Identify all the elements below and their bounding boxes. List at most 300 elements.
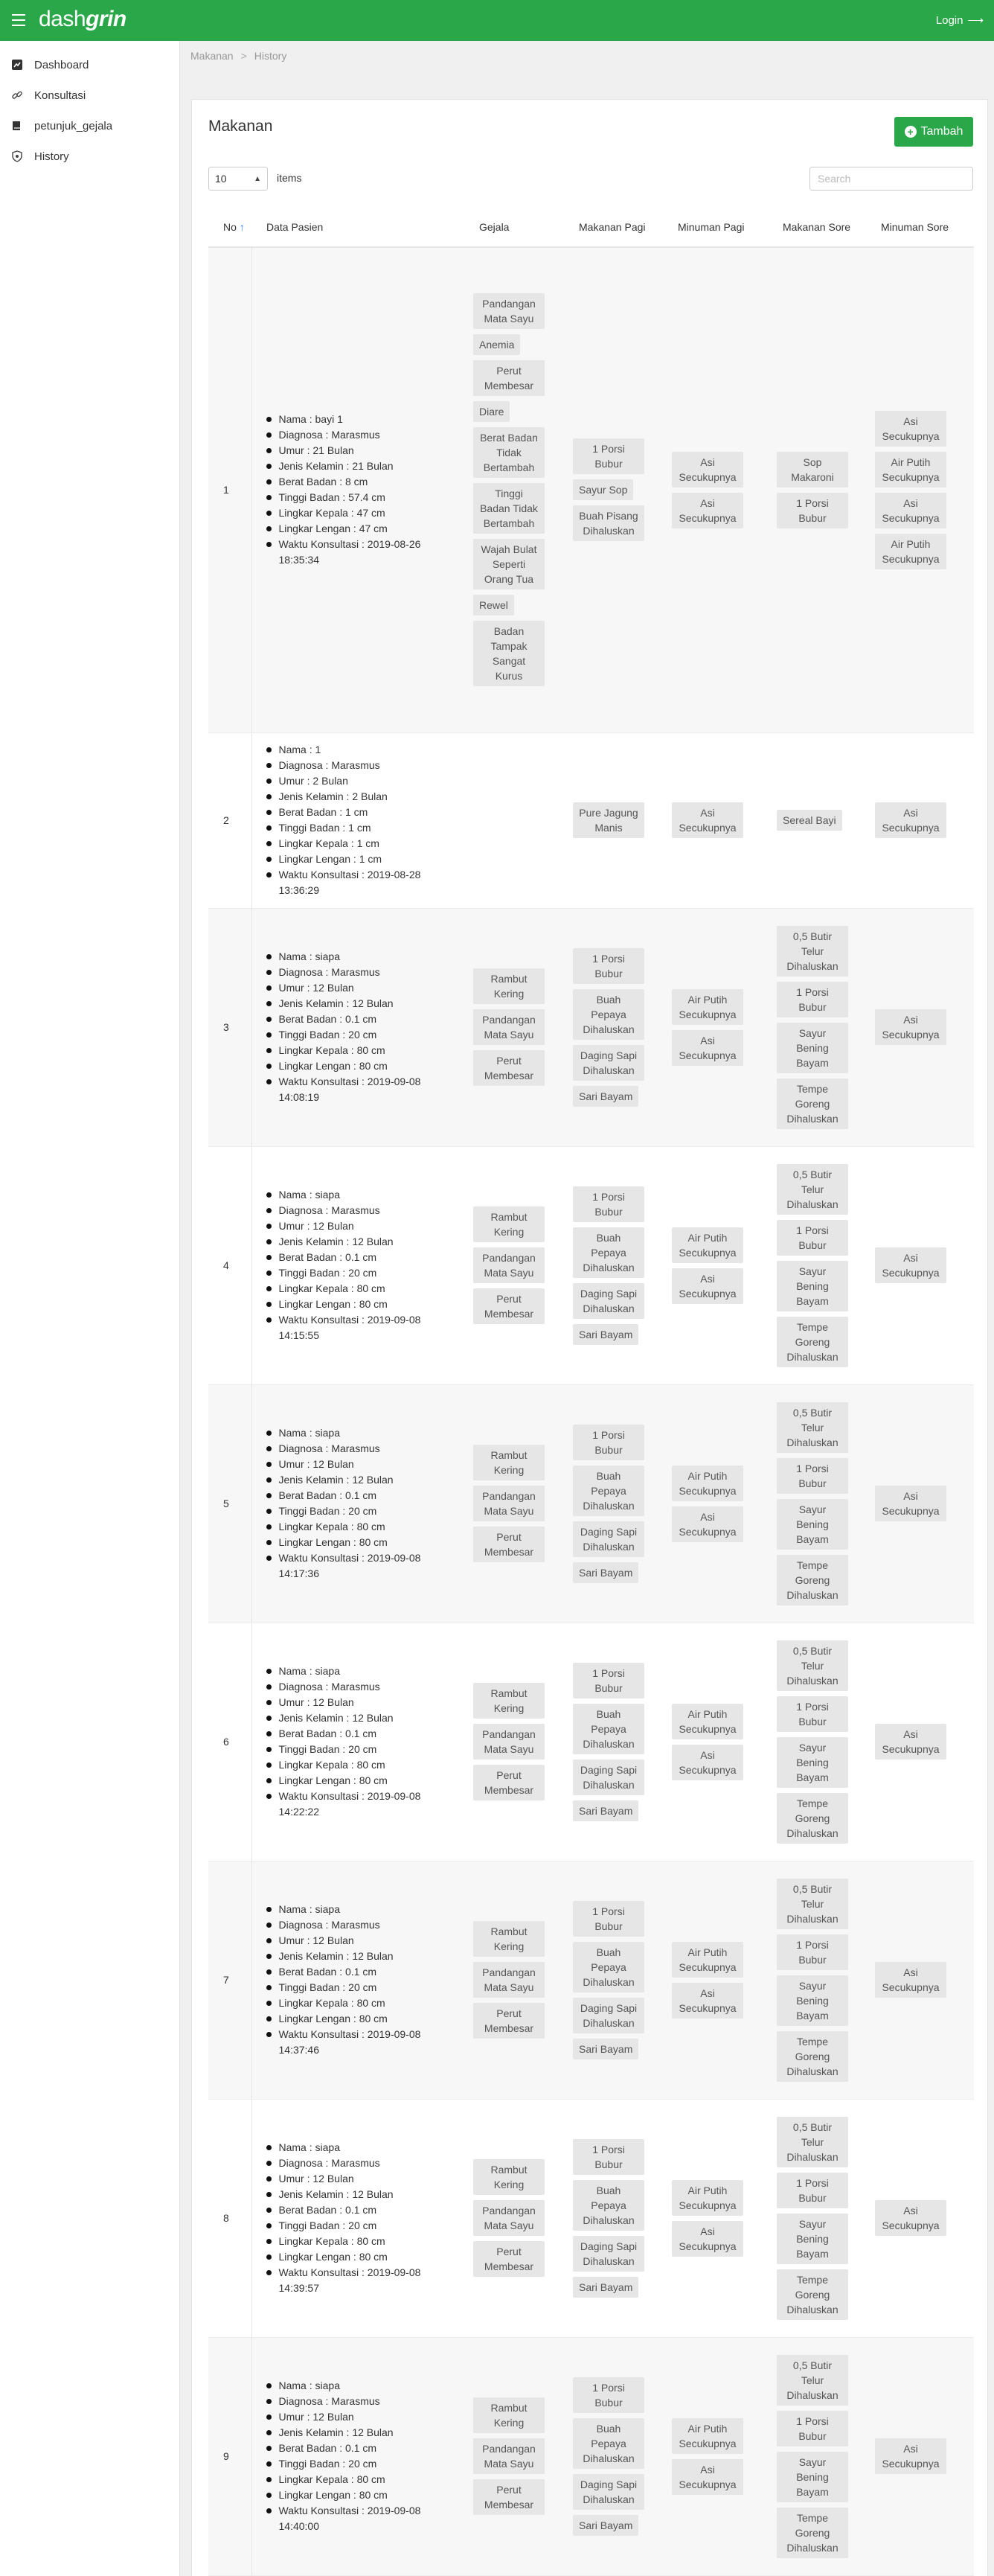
patient-data-list xyxy=(261,412,458,568)
sort-up-icon: ↑ xyxy=(239,220,245,233)
patient-data-item: Tinggi Badan : 20 cm xyxy=(279,1503,458,1519)
patient-data-item: Nama : siapa xyxy=(279,1425,458,1441)
sidebar-item-konsultasi[interactable] xyxy=(10,84,86,106)
makanan-sore-cell xyxy=(768,732,866,908)
login-link[interactable] xyxy=(936,13,984,27)
morning-food-tag: Buah Pisang Dihaluskan xyxy=(573,505,644,541)
row-number-cell: 3 xyxy=(208,908,251,1146)
morning-drink-tag: Air Putih Secukupnya xyxy=(672,2418,743,2454)
sidebar-item-petunjuk-gejala[interactable] xyxy=(10,115,112,137)
afternoon-drink-tag: Asi Secukupnya xyxy=(875,411,946,447)
symptom-tag: Pandangan Mata Sayu xyxy=(473,1724,545,1760)
morning-food-tag: Sari Bayam xyxy=(573,1800,638,1821)
column-header-minuman-sore[interactable] xyxy=(866,202,974,247)
afternoon-drink-tag: Asi Secukupnya xyxy=(875,1724,946,1760)
minuman-sore-cell xyxy=(866,2337,974,2575)
symptom-tag: Rambut Kering xyxy=(473,1683,545,1719)
symptom-tag: Pandangan Mata Sayu xyxy=(473,1486,545,1521)
shield-icon xyxy=(10,150,24,163)
patient-data-cell xyxy=(251,247,464,732)
patient-data-item: Lingkar Kepala : 80 cm xyxy=(279,1757,458,1773)
patient-data-cell xyxy=(251,1146,464,1384)
patient-data-item: Diagnosa : Marasmus xyxy=(279,965,458,980)
patient-data-item: Lingkar Lengan : 47 cm xyxy=(279,521,458,537)
symptom-tag: Rambut Kering xyxy=(473,2397,545,2433)
symptom-tag: Diare xyxy=(473,401,510,422)
patient-data-item: Diagnosa : Marasmus xyxy=(279,1441,458,1457)
patient-data-item: Umur : 12 Bulan xyxy=(279,1457,458,1472)
morning-drink-tag: Asi Secukupnya xyxy=(672,452,743,488)
afternoon-food-tag: Sayur Bening Bayam xyxy=(777,1499,848,1550)
login-label: Login xyxy=(935,14,963,27)
link-icon xyxy=(10,89,24,102)
sidebar-item-label: History xyxy=(34,150,69,163)
symptom-tag: Perut Membesar xyxy=(473,1527,545,1562)
patient-data-item: Jenis Kelamin : 12 Bulan xyxy=(279,2187,458,2202)
patient-data-item: Nama : siapa xyxy=(279,1902,458,1917)
morning-drink-tag: Air Putih Secukupnya xyxy=(672,1942,743,1978)
column-header-label: Makanan Sore xyxy=(783,220,851,233)
morning-food-tag: Pure Jagung Manis xyxy=(573,802,644,838)
symptom-tag: Pandangan Mata Sayu xyxy=(473,2438,545,2474)
table-row xyxy=(208,1861,974,2099)
patient-data-item: Tinggi Badan : 1 cm xyxy=(279,820,458,836)
symptom-tag: Perut Membesar xyxy=(473,2479,545,2515)
afternoon-food-tag: 1 Porsi Bubur xyxy=(777,2411,848,2446)
morning-drink-tag: Asi Secukupnya xyxy=(672,2459,743,2495)
patient-data-item: Lingkar Lengan : 80 cm xyxy=(279,1535,458,1550)
morning-drink-tag: Asi Secukupnya xyxy=(672,2221,743,2257)
patient-data-item: Lingkar Kepala : 80 cm xyxy=(279,2234,458,2249)
patient-data-item: Nama : siapa xyxy=(279,2140,458,2155)
morning-food-tag: 1 Porsi Bubur xyxy=(573,2139,644,2175)
sidebar-item-label: Konsultasi xyxy=(34,89,86,102)
table-row xyxy=(208,1146,974,1384)
column-header-label: Minuman Pagi xyxy=(678,220,745,233)
patient-data-item: Jenis Kelamin : 21 Bulan xyxy=(279,458,458,474)
afternoon-drink-tag: Asi Secukupnya xyxy=(875,1247,946,1283)
table-row xyxy=(208,2099,974,2337)
morning-food-tag: Daging Sapi Dihaluskan xyxy=(573,1045,644,1081)
table-row xyxy=(208,732,974,908)
patient-data-item: Waktu Konsultasi : 2019-09-08 14:37:46 xyxy=(279,2027,458,2058)
brand-logo[interactable] xyxy=(39,7,126,32)
patient-data-cell xyxy=(251,1384,464,1623)
morning-drink-tag: Asi Secukupnya xyxy=(672,493,743,528)
morning-food-tag: Daging Sapi Dihaluskan xyxy=(573,1283,644,1319)
patient-data-item: Jenis Kelamin : 12 Bulan xyxy=(279,996,458,1011)
afternoon-food-tag: Sereal Bayi xyxy=(777,810,842,831)
afternoon-food-tag: 0,5 Butir Telur Dihaluskan xyxy=(777,926,848,977)
table-row xyxy=(208,247,974,732)
patient-data-item: Nama : siapa xyxy=(279,949,458,965)
makanan-sore-cell xyxy=(768,1861,866,2099)
morning-drink-tag: Air Putih Secukupnya xyxy=(672,1704,743,1739)
afternoon-food-tag: Sayur Bening Bayam xyxy=(777,2214,848,2264)
minuman-pagi-cell xyxy=(663,908,768,1146)
patient-data-item: Berat Badan : 0.1 cm xyxy=(279,2441,458,2456)
table-body xyxy=(208,247,974,2575)
morning-food-tag: Buah Pepaya Dihaluskan xyxy=(573,2418,644,2469)
patient-data-item: Tinggi Badan : 20 cm xyxy=(279,1027,458,1043)
afternoon-drink-tag: Asi Secukupnya xyxy=(875,2200,946,2236)
morning-drink-tag: Air Putih Secukupnya xyxy=(672,2180,743,2216)
makanan-sore-cell xyxy=(768,1146,866,1384)
patient-data-item: Lingkar Lengan : 1 cm xyxy=(279,851,458,867)
patient-data-item: Waktu Konsultasi : 2019-09-08 14:17:36 xyxy=(279,1550,458,1582)
minuman-pagi-cell xyxy=(663,2099,768,2337)
morning-food-tag: Buah Pepaya Dihaluskan xyxy=(573,1704,644,1754)
patient-data-item: Berat Badan : 0.1 cm xyxy=(279,1964,458,1980)
afternoon-food-tag: Tempe Goreng Dihaluskan xyxy=(777,1555,848,1605)
morning-food-tag: 1 Porsi Bubur xyxy=(573,1901,644,1937)
afternoon-food-tag: 0,5 Butir Telur Dihaluskan xyxy=(777,1879,848,1929)
patient-data-item: Berat Badan : 8 cm xyxy=(279,474,458,490)
column-header-label: No xyxy=(223,220,237,233)
morning-food-tag: Buah Pepaya Dihaluskan xyxy=(573,989,644,1040)
makanan-sore-cell xyxy=(768,1384,866,1623)
gejala-cell xyxy=(464,1384,564,1623)
patient-data-cell xyxy=(251,2099,464,2337)
patient-data-item: Lingkar Kepala : 80 cm xyxy=(279,1519,458,1535)
patient-data-list xyxy=(261,742,458,898)
minuman-sore-cell xyxy=(866,1384,974,1623)
sidebar-item-label: petunjuk_gejala xyxy=(34,119,113,132)
patient-data-item: Berat Badan : 0.1 cm xyxy=(279,1726,458,1742)
patient-data-item: Umur : 12 Bulan xyxy=(279,1218,458,1234)
gejala-cell xyxy=(464,247,564,732)
row-number-cell: 2 xyxy=(208,732,251,908)
gejala-cell xyxy=(464,1623,564,1861)
add-button[interactable] xyxy=(894,117,973,147)
gejala-cell xyxy=(464,908,564,1146)
makanan-pagi-cell xyxy=(564,247,663,732)
patient-data-item: Lingkar Kepala : 47 cm xyxy=(279,505,458,521)
row-number-cell: 7 xyxy=(208,1861,251,2099)
patient-data-item: Waktu Konsultasi : 2019-09-08 14:08:19 xyxy=(279,1074,458,1105)
morning-food-tag: Sari Bayam xyxy=(573,1562,638,1583)
morning-food-tag: Buah Pepaya Dihaluskan xyxy=(573,1227,644,1278)
symptom-tag: Perut Membesar xyxy=(473,1288,545,1324)
patient-data-cell xyxy=(251,908,464,1146)
table-row xyxy=(208,2337,974,2575)
column-header-makanan-pagi[interactable] xyxy=(564,202,663,247)
patient-data-item: Jenis Kelamin : 2 Bulan xyxy=(279,789,458,805)
book-icon xyxy=(10,119,24,132)
patient-data-item: Lingkar Lengan : 80 cm xyxy=(279,2249,458,2265)
row-number-cell: 8 xyxy=(208,2099,251,2337)
brand-light-text: dash xyxy=(39,7,86,31)
patient-data-item: Jenis Kelamin : 12 Bulan xyxy=(279,1472,458,1488)
morning-drink-tag: Asi Secukupnya xyxy=(672,802,743,838)
afternoon-food-tag: Tempe Goreng Dihaluskan xyxy=(777,2269,848,2320)
makanan-sore-cell xyxy=(768,1623,866,1861)
column-header-label: Makanan Pagi xyxy=(579,220,646,233)
patient-data-item: Lingkar Kepala : 80 cm xyxy=(279,1281,458,1297)
patient-data-item: Jenis Kelamin : 12 Bulan xyxy=(279,1949,458,1964)
symptom-tag: Pandangan Mata Sayu xyxy=(473,2200,545,2236)
makanan-pagi-cell xyxy=(564,1623,663,1861)
minuman-sore-cell xyxy=(866,2099,974,2337)
patient-data-item: Lingkar Lengan : 80 cm xyxy=(279,1773,458,1789)
afternoon-food-tag: Sayur Bening Bayam xyxy=(777,1975,848,2026)
patient-data-item: Umur : 2 Bulan xyxy=(279,773,458,789)
afternoon-food-tag: 0,5 Butir Telur Dihaluskan xyxy=(777,2355,848,2406)
minuman-sore-cell xyxy=(866,247,974,732)
makanan-sore-cell xyxy=(768,908,866,1146)
symptom-tag: Rewel xyxy=(473,595,514,616)
symptom-tag: Perut Membesar xyxy=(473,1050,545,1086)
afternoon-food-tag: 1 Porsi Bubur xyxy=(777,1934,848,1970)
afternoon-food-tag: Tempe Goreng Dihaluskan xyxy=(777,1793,848,1844)
patient-data-item: Waktu Konsultasi : 2019-09-08 14:15:55 xyxy=(279,1312,458,1343)
patient-data-list xyxy=(261,2140,458,2296)
patient-data-list xyxy=(261,1663,458,1820)
morning-food-tag: Sari Bayam xyxy=(573,1324,638,1345)
column-header-label: Gejala xyxy=(479,220,510,233)
patient-data-item: Tinggi Badan : 57.4 cm xyxy=(279,490,458,505)
patient-data-item: Jenis Kelamin : 12 Bulan xyxy=(279,1234,458,1250)
page-length-value: 10 xyxy=(215,173,227,185)
makanan-sore-cell xyxy=(768,2337,866,2575)
patient-data-item: Umur : 21 Bulan xyxy=(279,443,458,458)
patient-data-item: Berat Badan : 0.1 cm xyxy=(279,1011,458,1027)
symptom-tag: Pandangan Mata Sayu xyxy=(473,1962,545,1998)
breadcrumb-current: History xyxy=(254,50,287,62)
patient-data-item: Berat Badan : 0.1 cm xyxy=(279,1488,458,1503)
afternoon-drink-tag: Asi Secukupnya xyxy=(875,802,946,838)
menu-icon[interactable] xyxy=(12,14,25,26)
afternoon-drink-tag: Asi Secukupnya xyxy=(875,1962,946,1998)
morning-food-tag: Buah Pepaya Dihaluskan xyxy=(573,1466,644,1516)
patient-data-cell xyxy=(251,732,464,908)
patient-data-item: Nama : siapa xyxy=(279,1187,458,1203)
minuman-pagi-cell xyxy=(663,2337,768,2575)
plus-circle-icon: + xyxy=(905,126,917,138)
patient-data-list xyxy=(261,949,458,1105)
patient-data-item: Jenis Kelamin : 12 Bulan xyxy=(279,1710,458,1726)
afternoon-food-tag: Sayur Bening Bayam xyxy=(777,2452,848,2502)
row-number-cell: 9 xyxy=(208,2337,251,2575)
content-card xyxy=(191,99,988,2576)
symptom-tag: Rambut Kering xyxy=(473,2159,545,2195)
afternoon-food-tag: 0,5 Butir Telur Dihaluskan xyxy=(777,1640,848,1691)
table-row xyxy=(208,1623,974,1861)
afternoon-food-tag: 1 Porsi Bubur xyxy=(777,982,848,1017)
column-header-label: Data Pasien xyxy=(266,220,324,233)
morning-drink-tag: Asi Secukupnya xyxy=(672,1745,743,1780)
patient-data-cell xyxy=(251,2337,464,2575)
morning-food-tag: Daging Sapi Dihaluskan xyxy=(573,2474,644,2510)
morning-drink-tag: Air Putih Secukupnya xyxy=(672,1227,743,1263)
patient-data-item: Waktu Konsultasi : 2019-09-08 14:40:00 xyxy=(279,2503,458,2534)
morning-food-tag: Sari Bayam xyxy=(573,1086,638,1107)
afternoon-food-tag: Tempe Goreng Dihaluskan xyxy=(777,2508,848,2558)
page-title: Makanan xyxy=(208,118,273,135)
afternoon-food-tag: 1 Porsi Bubur xyxy=(777,493,848,528)
patient-data-item: Nama : siapa xyxy=(279,1663,458,1679)
symptom-tag: Pandangan Mata Sayu xyxy=(473,1009,545,1045)
patient-data-item: Nama : siapa xyxy=(279,2378,458,2394)
morning-food-tag: 1 Porsi Bubur xyxy=(573,948,644,984)
patient-data-item: Berat Badan : 1 cm xyxy=(279,805,458,820)
symptom-tag: Perut Membesar xyxy=(473,360,545,396)
patient-data-item: Diagnosa : Marasmus xyxy=(279,2394,458,2409)
symptom-tag: Perut Membesar xyxy=(473,2241,545,2277)
gejala-cell xyxy=(464,1861,564,2099)
patient-data-item: Jenis Kelamin : 12 Bulan xyxy=(279,2425,458,2441)
sidebar-item-label: Dashboard xyxy=(34,58,89,71)
table-header-row xyxy=(208,202,974,247)
makanan-pagi-cell xyxy=(564,1146,663,1384)
symptom-tag: Perut Membesar xyxy=(473,2003,545,2039)
patient-data-item: Waktu Konsultasi : 2019-08-28 13:36:29 xyxy=(279,867,458,898)
patient-data-list xyxy=(261,2378,458,2534)
minuman-sore-cell xyxy=(866,1146,974,1384)
row-number-cell: 4 xyxy=(208,1146,251,1384)
column-header-makanan-sore[interactable] xyxy=(768,202,866,247)
patient-data-item: Diagnosa : Marasmus xyxy=(279,1917,458,1933)
afternoon-food-tag: 1 Porsi Bubur xyxy=(777,1696,848,1732)
top-navbar xyxy=(0,0,994,41)
patient-data-item: Umur : 12 Bulan xyxy=(279,1933,458,1949)
patient-data-item: Lingkar Kepala : 80 cm xyxy=(279,1995,458,2011)
morning-food-tag: Buah Pepaya Dihaluskan xyxy=(573,1942,644,1992)
patient-data-item: Tinggi Badan : 20 cm xyxy=(279,2218,458,2234)
table-row xyxy=(208,1384,974,1623)
symptom-tag: Rambut Kering xyxy=(473,1206,545,1242)
makanan-pagi-cell xyxy=(564,2099,663,2337)
afternoon-food-tag: 1 Porsi Bubur xyxy=(777,2173,848,2208)
brand-bold-text: grin xyxy=(86,7,126,31)
patient-data-item: Umur : 12 Bulan xyxy=(279,2409,458,2425)
minuman-sore-cell xyxy=(866,1861,974,2099)
afternoon-drink-tag: Asi Secukupnya xyxy=(875,1009,946,1045)
breadcrumb xyxy=(190,50,286,62)
minuman-sore-cell xyxy=(866,732,974,908)
makanan-pagi-cell xyxy=(564,1861,663,2099)
symptom-tag: Badan Tampak Sangat Kurus xyxy=(473,621,545,686)
patient-data-item: Lingkar Lengan : 80 cm xyxy=(279,2487,458,2503)
afternoon-food-tag: Tempe Goreng Dihaluskan xyxy=(777,1317,848,1367)
afternoon-drink-tag: Asi Secukupnya xyxy=(875,1486,946,1521)
gejala-cell xyxy=(464,2337,564,2575)
symptom-tag: Rambut Kering xyxy=(473,1445,545,1480)
symptom-tag: Pandangan Mata Sayu xyxy=(473,293,545,329)
patient-data-item: Lingkar Kepala : 80 cm xyxy=(279,1043,458,1058)
afternoon-food-tag: Sayur Bening Bayam xyxy=(777,1261,848,1311)
afternoon-food-tag: Tempe Goreng Dihaluskan xyxy=(777,2031,848,2082)
patient-data-item: Lingkar Kepala : 1 cm xyxy=(279,836,458,851)
page-length-label: items xyxy=(277,172,302,184)
add-button-label: Tambah xyxy=(920,125,963,138)
minuman-pagi-cell xyxy=(663,1861,768,2099)
morning-food-tag: Sayur Sop xyxy=(573,479,633,500)
patient-data-list xyxy=(261,1425,458,1582)
afternoon-food-tag: 0,5 Butir Telur Dihaluskan xyxy=(777,2117,848,2167)
search-input[interactable] xyxy=(809,167,973,191)
gejala-cell xyxy=(464,2099,564,2337)
column-header-gejala[interactable] xyxy=(464,202,564,247)
morning-food-tag: 1 Porsi Bubur xyxy=(573,438,644,474)
gejala-cell xyxy=(464,732,564,908)
morning-food-tag: 1 Porsi Bubur xyxy=(573,1425,644,1460)
morning-food-tag: Daging Sapi Dihaluskan xyxy=(573,1998,644,2033)
symptom-tag: Tinggi Badan Tidak Bertambah xyxy=(473,483,545,534)
minuman-sore-cell xyxy=(866,908,974,1146)
afternoon-drink-tag: Asi Secukupnya xyxy=(875,2438,946,2474)
column-header-no[interactable] xyxy=(208,202,251,247)
patient-data-item: Lingkar Lengan : 80 cm xyxy=(279,2011,458,2027)
breadcrumb-parent[interactable]: Makanan xyxy=(190,50,234,62)
minuman-pagi-cell xyxy=(663,1384,768,1623)
patient-data-item: Umur : 12 Bulan xyxy=(279,2171,458,2187)
patient-data-item: Lingkar Lengan : 80 cm xyxy=(279,1297,458,1312)
patient-data-item: Nama : 1 xyxy=(279,742,458,758)
morning-food-tag: Daging Sapi Dihaluskan xyxy=(573,1760,644,1795)
page-length-select[interactable] xyxy=(208,167,268,191)
patient-data-item: Umur : 12 Bulan xyxy=(279,980,458,996)
sidebar xyxy=(0,41,180,2576)
patient-data-item: Tinggi Badan : 20 cm xyxy=(279,1265,458,1281)
afternoon-drink-tag: Asi Secukupnya xyxy=(875,493,946,528)
column-header-data-pasien[interactable] xyxy=(251,202,464,247)
morning-drink-tag: Asi Secukupnya xyxy=(672,1983,743,2019)
afternoon-food-tag: 0,5 Butir Telur Dihaluskan xyxy=(777,1402,848,1453)
row-number-cell: 5 xyxy=(208,1384,251,1623)
morning-drink-tag: Asi Secukupnya xyxy=(672,1268,743,1304)
makanan-pagi-cell xyxy=(564,1384,663,1623)
patient-data-item: Lingkar Kepala : 80 cm xyxy=(279,2472,458,2487)
morning-drink-tag: Air Putih Secukupnya xyxy=(672,989,743,1025)
afternoon-food-tag: 1 Porsi Bubur xyxy=(777,1220,848,1256)
sidebar-item-history[interactable] xyxy=(10,145,69,167)
patient-data-item: Waktu Konsultasi : 2019-09-08 14:39:57 xyxy=(279,2265,458,2296)
morning-food-tag: 1 Porsi Bubur xyxy=(573,1663,644,1698)
patient-data-item: Tinggi Badan : 20 cm xyxy=(279,2456,458,2472)
afternoon-drink-tag: Air Putih Secukupnya xyxy=(875,452,946,488)
dashboard-icon xyxy=(10,58,24,71)
column-header-label: Minuman Sore xyxy=(881,220,949,233)
patient-data-item: Waktu Konsultasi : 2019-08-26 18:35:34 xyxy=(279,537,458,568)
afternoon-food-tag: Sop Makaroni xyxy=(777,452,848,488)
patient-data-cell xyxy=(251,1623,464,1861)
patient-data-list xyxy=(261,1902,458,2058)
patient-data-item: Diagnosa : Marasmus xyxy=(279,2155,458,2171)
morning-food-tag: Daging Sapi Dihaluskan xyxy=(573,2236,644,2272)
column-header-minuman-pagi[interactable] xyxy=(663,202,768,247)
patient-data-item: Berat Badan : 0.1 cm xyxy=(279,2202,458,2218)
morning-food-tag: Sari Bayam xyxy=(573,2277,638,2298)
afternoon-drink-tag: Air Putih Secukupnya xyxy=(875,534,946,569)
afternoon-food-tag: Tempe Goreng Dihaluskan xyxy=(777,1078,848,1129)
sidebar-item-dashboard[interactable] xyxy=(10,54,89,76)
morning-drink-tag: Asi Secukupnya xyxy=(672,1506,743,1542)
patient-data-cell xyxy=(251,1861,464,2099)
afternoon-food-tag: 1 Porsi Bubur xyxy=(777,1458,848,1494)
makanan-pagi-cell xyxy=(564,908,663,1146)
symptom-tag: Rambut Kering xyxy=(473,968,545,1004)
row-number-cell: 1 xyxy=(208,247,251,732)
patient-data-item: Waktu Konsultasi : 2019-09-08 14:22:22 xyxy=(279,1789,458,1820)
morning-food-tag: Sari Bayam xyxy=(573,2039,638,2059)
history-table xyxy=(208,202,974,2576)
patient-data-item: Diagnosa : Marasmus xyxy=(279,758,458,773)
morning-food-tag: Buah Pepaya Dihaluskan xyxy=(573,2180,644,2231)
morning-food-tag: Sari Bayam xyxy=(573,2515,638,2536)
minuman-pagi-cell xyxy=(663,732,768,908)
sign-in-icon: ⟶ xyxy=(967,14,984,27)
